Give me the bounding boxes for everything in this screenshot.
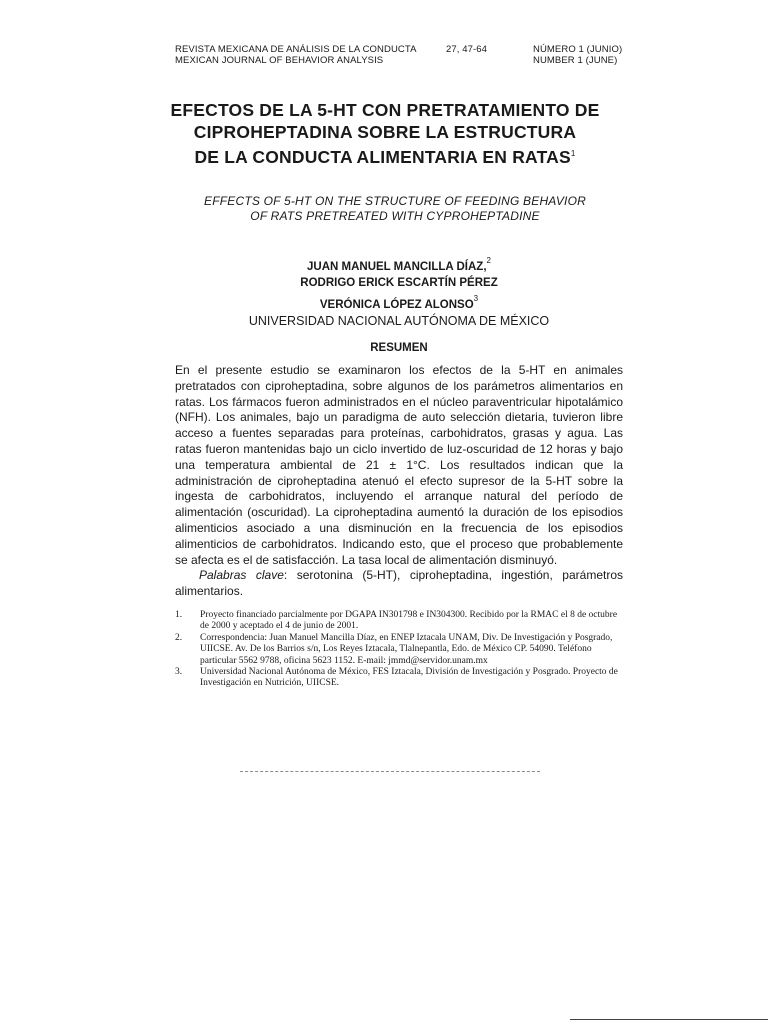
- footnote-1: 1. Proyecto financiado parcialmente por DGAPA IN301798 e IN304300. Recibido por la RMAC el 8 de octubre de 2000 y aceptado el 4 de junio de 2001.: [175, 610, 618, 632]
- author-2: RODRIGO ERICK ESCARTÍN PÉREZ: [300, 276, 498, 289]
- page-range: 27, 47-64: [446, 44, 488, 55]
- footnotes: [175, 610, 623, 690]
- issue-number-en: NUMBER 1 (JUNE): [533, 55, 618, 66]
- abstract-body: En el presente estudio se examinaron los efectos de la 5-HT en animales pretratados con ciproheptadina, sobre algunos de los parámetros alimentarios en ratas. Los fármacos fueron administrados en el núcleo paraventricular hipotalámico (NFH). Los animales, bajo un paradigma de auto selección dietaria, tuvieron libre acceso a fuentes separadas para proteínas, carbohidratos, grasas y agua. Las ratas fueron mantenidas bajo un ciclo invertido de luz-oscuridad de 12 horas y bajo una temperatura ambiental de 21 ± 1°C. Los resultados indican que la administración de ciproheptadina atenuó el efecto supresor de la 5-HT sobre la ingesta de carbohidratos, incluyendo el arranque natural del período de alimentación (oscuridad). La ciproheptadina aumentó la duración de los episodios alimenticios asociado a una disminución en la frecuencia de los episodios alimenticios de carbohidratos. Indicando esto, que el proceso que probablemente se afecta es el de satisfacción. La tasa local de alimentación disminuyó.: [175, 363, 623, 567]
- english-title-line-2: OF RATS PRETREATED WITH CYPROHEPTADINE: [250, 209, 540, 223]
- title-line-3: DE LA CONDUCTA ALIMENTARIA EN RATAS$^1$: [194, 147, 576, 167]
- journal-name-es: REVISTA MEXICANA DE ANÁLISIS DE LA CONDUCTA: [175, 44, 417, 55]
- abstract-heading: RESUMEN: [370, 342, 428, 354]
- author-3: VERÓNICA LÓPEZ ALONSO$^3$: [319, 294, 479, 311]
- issue-number: [533, 44, 622, 66]
- author-1: JUAN MANUEL MANCILLA DÍAZ,$^2$: [307, 256, 491, 273]
- title-line-1: EFECTOS DE LA 5-HT CON PRETRATAMIENTO DE: [170, 100, 600, 120]
- keywords: [175, 568, 623, 600]
- title-line-2: CIPROHEPTADINA SOBRE LA ESTRUCTURA: [193, 122, 577, 142]
- journal-name-en: MEXICAN JOURNAL OF BEHAVIOR ANALYSIS: [175, 55, 384, 66]
- scan-artifact-rule: [240, 771, 540, 772]
- title-footnote-mark: 1: [570, 149, 576, 158]
- institution: UNIVERSIDAD NACIONAL AUTÓNOMA DE MÉXICO: [248, 313, 550, 328]
- author-block: [175, 253, 623, 329]
- footnote-2: 2. Correspondencia: Juan Manuel Mancilla Díaz, en ENEP Iztacala UNAM, Div. De Investigación y Posgrado, UIICSE. Av. De los Barrios s/n, Los Reyes Iztacala, Tlalnepantla, Edo. de México CP. 54090. Teléfono particular 5562 9788, oficina 5623 1152. E-mail: jmmd@servidor.unam.mx: [175, 632, 613, 666]
- keywords-text: : serotonina (5-HT), ciproheptadina, ingestión, parámetros alimentarios.: [175, 568, 623, 599]
- english-title: [175, 194, 615, 224]
- english-title-line-1: EFFECTS OF 5-HT ON THE STRUCTURE OF FEEDING BEHAVIOR: [204, 194, 586, 208]
- article-title: [150, 99, 620, 168]
- keywords-label: Palabras clave: [199, 568, 284, 583]
- issue-number-es: NÚMERO 1 (JUNIO): [533, 44, 623, 55]
- bottom-rule: [570, 1019, 768, 1020]
- journal-name: [175, 44, 417, 66]
- footnote-3: 3. Universidad Nacional Autónoma de México, FES Iztacala, División de Investigación y Posgrado. Proyecto de Investigación en Nutrición, UIICSE.: [175, 667, 618, 689]
- abstract: [175, 363, 623, 600]
